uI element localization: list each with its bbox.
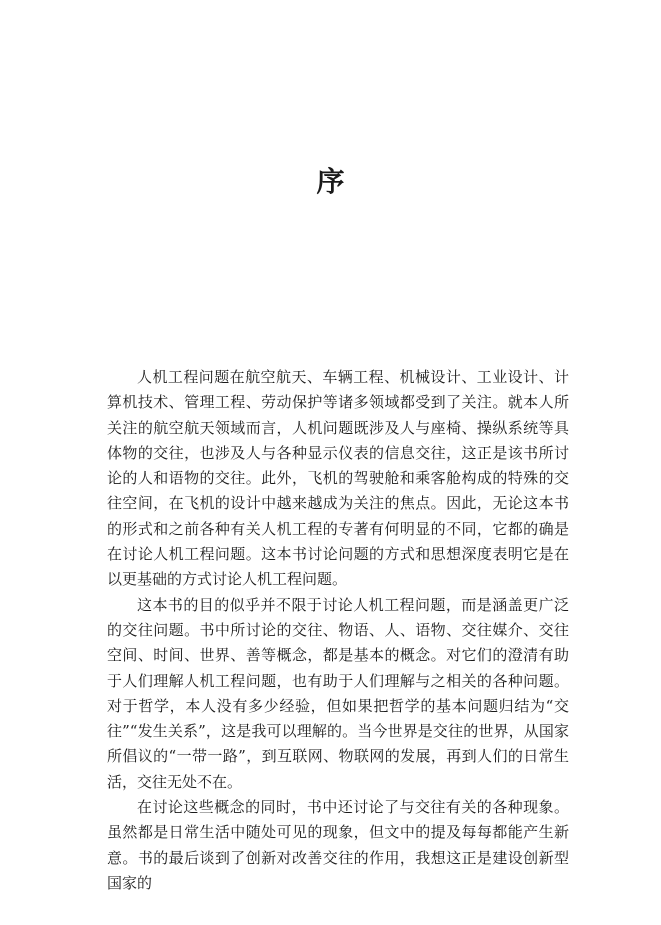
body-text — [107, 365, 569, 896]
paragraph-3: 在讨论这些概念的同时，书中还讨论了与交往有关的各种现象。虽然都是日常生活中随处可见的现象，但文中的提及每每都能产生新意。书的最后谈到了创新对改善交往的作用，我想这正是建设创新型国家的 — [107, 798, 569, 892]
chapter-title: 序 — [316, 165, 345, 198]
paragraph-2: 这本书的目的似乎并不限于讨论人机工程问题，而是涵盖更广泛的交往问题。书中所讨论的交往、物语、人、语物、交往媒介、交往空间、时间、世界、善等概念，都是基本的概念。对它们的澄清有助于人们理解人机工程问题，也有助于人们理解与之相关的各种问题。对于哲学，本人没有多少经验，但如果把哲学的基本问题归结为“交往”“发生关系”，这是我可以理解的。当今世界是交往的世界，从国家所倡议的“一带一路”，到互联网、物联网的发展，再到人们的日常生活，交往无处不在。 — [107, 595, 569, 791]
paragraph-1: 人机工程问题在航空航天、车辆工程、机械设计、工业设计、计算机技术、管理工程、劳动保护等诸多领域都受到了关注。就本人所关注的航空航天领域而言，人机问题既涉及人与座椅、操纵系统等具体物的交往，也涉及人与各种显示仪表的信息交往，这正是该书所讨论的人和语物的交往。此外，飞机的驾驶舱和乘客舱构成的特殊的交往空间，在飞机的设计中越来越成为关注的焦点。因此，无论这本书的形式和之前各种有关人机工程的专著有何明显的不同，它都的确是在讨论人机工程问题。这本书讨论问题的方式和思想深度表明它是在以更基础的方式讨论人机工程问题。 — [107, 368, 569, 589]
